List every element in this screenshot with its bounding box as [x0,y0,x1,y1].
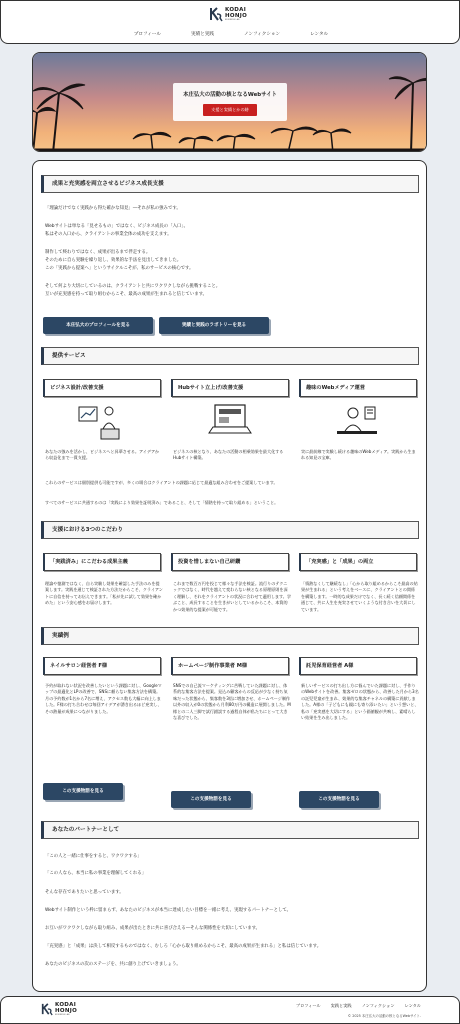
case-card-title-1: ネイルサロン経営者 F様 [43,657,161,675]
intro-paragraph-2b: 私はその入口から、クライアントの事業全体の成功を支えます。 [45,232,172,237]
section-heading-partner: あなたのパートナーとして [41,821,419,839]
commitment-card-title-1: 「実践済み」にこだわる成果主義 [43,553,161,571]
laptop-icon [205,401,255,441]
section-heading-services: 提供サービス [41,347,419,365]
footer-logo-sub: BUSINESS LAB [55,1014,70,1016]
commitment-card-text-2: これまで数百万円を投じて様々な手法を検証。流行りのテクニックではなく、時代を越えて変わらない核となる原理原則を深く理解し、それをクライアントの状況に合わせて適用します。学ぶこと、成長することを生きがいとしているからこそ、本質的かつ効果的な提案が可能です。 [173,581,291,612]
service-card-title-2: Hubサイト立上げ/改善支援 [171,379,289,397]
intro-paragraph-3b: そのために自ら実験を繰り返し、効果的な手法を見出してきました。 [45,258,182,263]
lab-button[interactable]: 実績と実践のラボトリーを見る [159,317,269,334]
case-card-title-3: 託児保育経営者 A様 [299,657,417,675]
section-heading-commitments: 支援における3つのこだわり [41,521,419,539]
site-footer [0,996,460,1024]
partner-line-5: お互いがワクワクしながら取り組み、成果が出たときに共に喜び合える—そんな関係性を大切にしています。 [45,926,261,931]
service-card-text-1: あなたの強みを活かし、ビジネスへと昇華させる。アイデアから収益化まで一貫支援。 [45,449,160,461]
nav-rental[interactable]: レンタル [310,32,329,37]
service-card-title-3: 趣味のWebメディア運営 [299,379,417,397]
footer-logo[interactable] [41,1002,77,1016]
intro-paragraph-4a: そして何より大切にしているのは、クライアントと共にワクワクしながら挑戦すること。 [45,284,221,289]
logo-sub: BUSINESS LAB [225,19,240,21]
hero-banner [32,52,427,152]
services-note-2: すべてのサービスに共通するのは「実践により効果を証明済み」であること、そして「情熱を持って取り組める」ということ。 [45,500,279,505]
case-card-text-3: 新しいサービスの打ち出し方に悩んでいた課題に対し、手作りのWebサイトを改善。集客ゼロの状態から、改善した月から3名の託児児童が生まれ、効果的な集客チャネルの構築に貢献しました。A様の「子どもにも親にも寄り添いたい」という想いと、私の「充実感を大切にする」という価値観が共鳴し、素晴らしい結果を生み出しました。 [301,683,419,721]
intro-paragraph-1: 「理論だけでなく実践から得た確かな知見」―それが私の強みです。 [45,206,181,211]
site-logo[interactable] [209,6,247,22]
case-story-button-1[interactable]: この支援物語を見る [43,783,123,800]
case-story-button-3[interactable]: この支援物語を見る [299,791,379,808]
commitment-card-title-3: 「充実感」と「成果」の両立 [299,553,417,571]
nav-nonfiction[interactable]: ノンフィクション [243,32,281,37]
footer-nav-profile[interactable]: プロフィール [295,1003,321,1008]
partner-line-7: あなたのビジネスの次のステージを、共に創り上げていきましょう。 [45,962,181,967]
footer-logo-mark-icon [41,1002,53,1016]
section-heading-cases: 実績例 [41,627,419,645]
hero-title: 本庄弘大の活動の核となるWebサイト [183,92,277,98]
footer-nav-rental[interactable]: レンタル [404,1003,421,1008]
intro-paragraph-2a: Webサイトは単なる「見せるもの」ではなく、ビジネス成長の「入口」。 [45,224,188,229]
service-card-title-1: ビジネス設計/改善支援 [43,379,161,397]
footer-copyright: © 2025 本庄弘大の活動の核となるWebサイト. [347,1014,421,1018]
services-note-1: これらのサービスは個別提供も可能ですが、多くの場合はクライアントの課題に応じて最適な組み合わせをご提案しています。 [45,480,278,485]
logo-mark-icon [209,6,223,22]
case-card-title-2: ホームページ制作事業者 M様 [171,657,289,675]
nav-results[interactable]: 実績と実践 [190,32,214,37]
partner-line-3: そんな存在でありたいと思っています。 [45,890,124,895]
case-card-text-1: 予約が取れない状況を改善したいという課題に対し、Googleマップの最適化とLPの改善で、SNSに頼らない集客方法を構築。月の予約数が1名から7名に増え、アクセス数も大幅に向上しました。F様の打ち合わせは毎回アイデアが湧き出るほど充実し、その熱量が成果につながりました。 [45,683,162,714]
intro-paragraph-3a: 制作して終わりではなく、成果が出るまで伴走する。 [45,250,151,255]
intro-paragraph-3c: この「実践から提案へ」というサイクルこそが、私のサービスの核心です。 [45,266,194,271]
service-card-text-2: ビジネスの核となり、あなたの活動の相乗効果を最大化するHubサイト構築。 [173,449,284,461]
footer-logo-line2: HONJO [55,1008,78,1014]
partner-line-6: 「充実感」と「成果」は決して相反するものではなく、むしろ「心から取り組めるからこそ、最高の成果が生まれる」と私は信じています。 [45,944,322,949]
footer-nav-results[interactable]: 実践と実践 [330,1003,352,1008]
main-nav [1,31,460,37]
footer-nav [296,1003,421,1009]
commitment-card-title-2: 投資を惜しまない自己研鑽 [171,553,289,571]
case-card-text-2: SNSでの自己流マーケティングに苦戦していた課題に対し、体系的な集客方法を提案。見込み顧客からの反応が少なく持ち気味だった状態から、集客数を3倍に増加させ、ホームページ制作以外の収入が0の状態から月利80万円の構造に展開しました。M様との二人三脚で試行錯誤する過程自体が私たちにとって大きな喜びでした。 [173,683,291,721]
partner-line-2: 「この人なら、本当に私の事業を理解してくれる」 [45,871,146,876]
business-chart-icon [77,401,127,441]
case-story-button-2[interactable]: この支援物語を見る [171,791,251,808]
partner-line-4: Webサイト制作という枠に留まらず、あなたのビジネスが本当に達成したい目標を一緒に考え、実現するパートナーとして。 [45,908,292,913]
commitment-card-text-1: 理論や憶測ではなく、自ら実験し効果を確認した手法のみを提案します。実践を通じて検証された方法だからこそ、クライアントに自信を持ってお伝えできます。「私が先に試して効果を確かめた」という安心感をお届けします。 [45,581,163,606]
logo-line2: HONJO [225,13,248,19]
service-card-text-3: 実に最前線で実験し続ける趣味のWebメディア。実践から生まれる知見の宝庫。 [301,449,416,461]
section-heading-intro: 成果と充実感を両立させるビジネス成長支援 [41,175,419,193]
main-content [32,160,427,992]
footer-nav-nonfiction[interactable]: ノンフィクション [361,1003,395,1008]
commitment-card-text-3: 「情熱なくして継続なし」「心から取り組めるからこそ最高の結果が生まれる」という考えをベースに、クライアントとの関係を構築します。一時的な成果だけでなく、長く続く信頼関係を通じて、共に人生を充実させていくような付き合いを大切にしています。 [301,581,418,612]
logo-line1: KODAI [225,7,247,13]
hero-card [173,83,287,121]
media-writer-icon [333,401,383,441]
site-header [0,0,460,44]
nav-profile[interactable]: プロフィール [133,32,161,37]
footer-logo-line1: KODAI [55,1002,77,1008]
intro-paragraph-4b: 互いが充実感を持って取り組むからこそ、最高の成果が生まれると信じています。 [45,292,208,297]
partner-line-1: 「この人と一緒に仕事をすると、ワクワクする」 [45,854,142,859]
profile-button[interactable]: 本庄弘大のプロフィールを見る [43,317,153,334]
hero-button[interactable]: 支援と実績とかの跡 [203,104,257,116]
